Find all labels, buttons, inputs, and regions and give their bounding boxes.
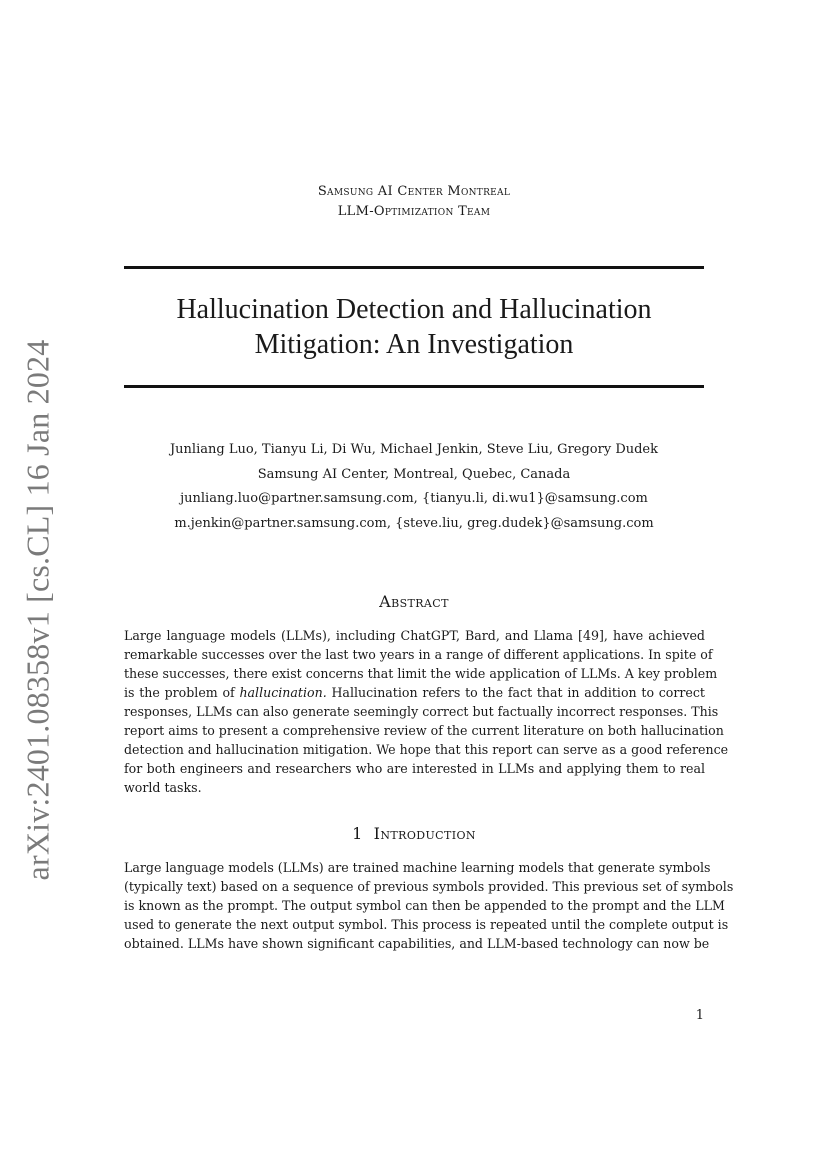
hallucination-term: hallucination. bbox=[239, 685, 327, 700]
author-emails-line-2: m.jenkin@partner.samsung.com, {steve.liu, greg.dudek}@samsung.com bbox=[174, 515, 654, 531]
author-emails-line-1: junliang.luo@partner.samsung.com, {tianyu.li, di.wu1}@samsung.com bbox=[180, 491, 648, 506]
abstract-line-text: Hallucination refers to the fact that in addition to correct bbox=[326, 685, 705, 700]
abstract-line: Large language models (LLMs), including ChatGPT, Bard, and Llama [49], have achieved bbox=[124, 628, 705, 643]
intro-line: used to generate the next output symbol. This process is repeated until the complete output is bbox=[124, 917, 729, 932]
header-line-team: LLM-Optimization Team bbox=[337, 204, 491, 219]
abstract-line: these successes, there exist concerns that limit the wide application of LLMs. A key problem bbox=[124, 666, 718, 681]
arxiv-identifier: arXiv:2401.08358v1 [cs.CL] 16 Jan 2024 bbox=[19, 339, 56, 881]
author-names: Junliang Luo, Tianyu Li, Di Wu, Michael Jenkin, Steve Liu, Gregory Dudek bbox=[169, 442, 659, 457]
header-line-center: Samsung AI Center Montreal bbox=[317, 184, 511, 199]
page-number: 1 bbox=[695, 1008, 704, 1023]
abstract-line: world tasks. bbox=[124, 780, 202, 795]
introduction-paragraph bbox=[124, 858, 734, 953]
author-block bbox=[124, 438, 704, 536]
abstract-line: for both engineers and researchers who are interested in LLMs and applying them to real bbox=[124, 761, 705, 776]
intro-line: Large language models (LLMs) are trained machine learning models that generate symbols bbox=[124, 860, 711, 875]
section-number: 1 bbox=[352, 824, 363, 843]
abstract-line: remarkable successes over the last two years in a range of different applications. In spite of bbox=[124, 647, 713, 662]
team-header bbox=[124, 182, 704, 222]
title-bottom-rule bbox=[124, 385, 704, 388]
intro-line: is known as the prompt. The output symbol can then be appended to the prompt and the LLM bbox=[124, 898, 725, 913]
abstract-line bbox=[124, 683, 705, 702]
abstract-line: responses, LLMs can also generate seemingly correct but factually incorrect responses. This bbox=[124, 704, 719, 719]
abstract-line: detection and hallucination mitigation. We hope that this report can serve as a good reference bbox=[124, 742, 729, 757]
title-top-rule bbox=[124, 266, 704, 269]
intro-line: obtained. LLMs have shown significant capabilities, and LLM-based technology can now be bbox=[124, 936, 710, 951]
intro-line: (typically text) based on a sequence of previous symbols provided. This previous set of symbols bbox=[124, 879, 734, 894]
abstract-paragraph bbox=[124, 626, 729, 797]
introduction-heading bbox=[124, 824, 704, 843]
author-affiliation: Samsung AI Center, Montreal, Quebec, Canada bbox=[257, 466, 571, 482]
paper-title: Hallucination Detection and Hallucination Mitigation: An Investigation bbox=[176, 294, 652, 360]
section-title: Introduction bbox=[373, 824, 476, 843]
abstract-line: report aims to present a comprehensive review of the current literature on both hallucination bbox=[124, 723, 724, 738]
abstract-line-text: is the problem of bbox=[124, 685, 240, 700]
abstract-heading: Abstract bbox=[379, 592, 449, 611]
